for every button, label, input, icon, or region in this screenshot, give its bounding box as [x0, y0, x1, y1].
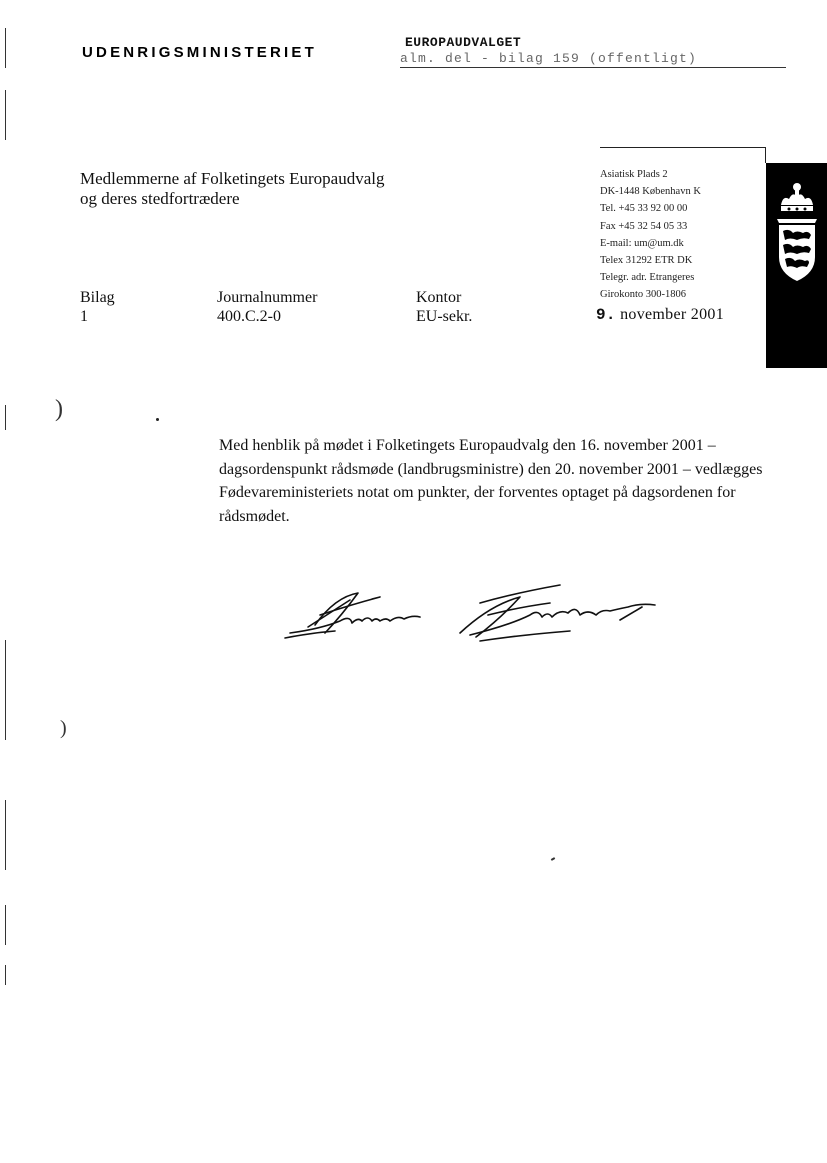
scan-margin-mark [5, 965, 6, 985]
royal-crest-icon [775, 175, 819, 287]
crest-bar [766, 163, 827, 368]
scan-dot [156, 418, 159, 421]
handwritten-signature [280, 575, 680, 655]
date-month-year: november 2001 [620, 306, 725, 323]
address-line: Telex 31292 ETR DK [600, 255, 693, 267]
address-line: Tel. +45 33 92 00 00 [600, 203, 688, 215]
address-line: Fax +45 32 54 05 33 [600, 220, 688, 232]
kontor-value: EU-sekr. [416, 308, 473, 325]
journal-label: Journalnummer [217, 289, 318, 306]
letter-body: Med henblik på mødet i Folketingets Europaudvalg den 16. november 2001 – dagsordenspunkt rådsmøde (landbrugsministre) den 20. november 2001 – vedlægges Fødevareministeriets notat om punkter, der forventes optaget på dagsordenen for rådsmødet. [219, 437, 763, 525]
date-day: 9. [596, 306, 616, 324]
address-block [600, 166, 701, 304]
recipient-block [80, 169, 385, 209]
punch-hole-mark: ) [60, 717, 67, 739]
scan-margin-mark [5, 405, 6, 430]
punch-hole-mark: ) [55, 396, 63, 422]
address-line: Asiatisk Plads 2 [600, 169, 668, 180]
scan-margin-mark [5, 640, 6, 740]
address-line: E-mail: um@um.dk [600, 237, 684, 249]
address-line: DK-1448 København K [600, 186, 701, 198]
journal-value: 400.C.2-0 [217, 308, 281, 325]
recipient-line: Medlemmerne af Folketingets Europaudvalg [80, 169, 385, 188]
address-rule [600, 147, 766, 148]
stamp-reference: alm. del - bilag 159 (offentligt) [400, 51, 786, 68]
letter-date [596, 306, 724, 324]
address-line: Girokonto 300-1806 [600, 289, 687, 301]
ministry-name: UDENRIGSMINISTERIET [82, 44, 317, 61]
kontor-label: Kontor [416, 289, 462, 306]
recipient-line: og deres stedfortrædere [80, 189, 240, 208]
scan-margin-mark [5, 90, 6, 140]
address-line: Telegr. adr. Etrangeres [600, 272, 695, 284]
scan-margin-mark [5, 28, 6, 68]
bilag-value: 1 [80, 308, 88, 325]
scan-dot [551, 857, 555, 861]
bilag-label: Bilag [80, 289, 115, 306]
stamp-committee: EUROPAUDVALGET [405, 35, 522, 50]
scan-margin-mark [5, 800, 6, 870]
address-rule-tick [765, 147, 766, 163]
scan-margin-mark [5, 905, 6, 945]
